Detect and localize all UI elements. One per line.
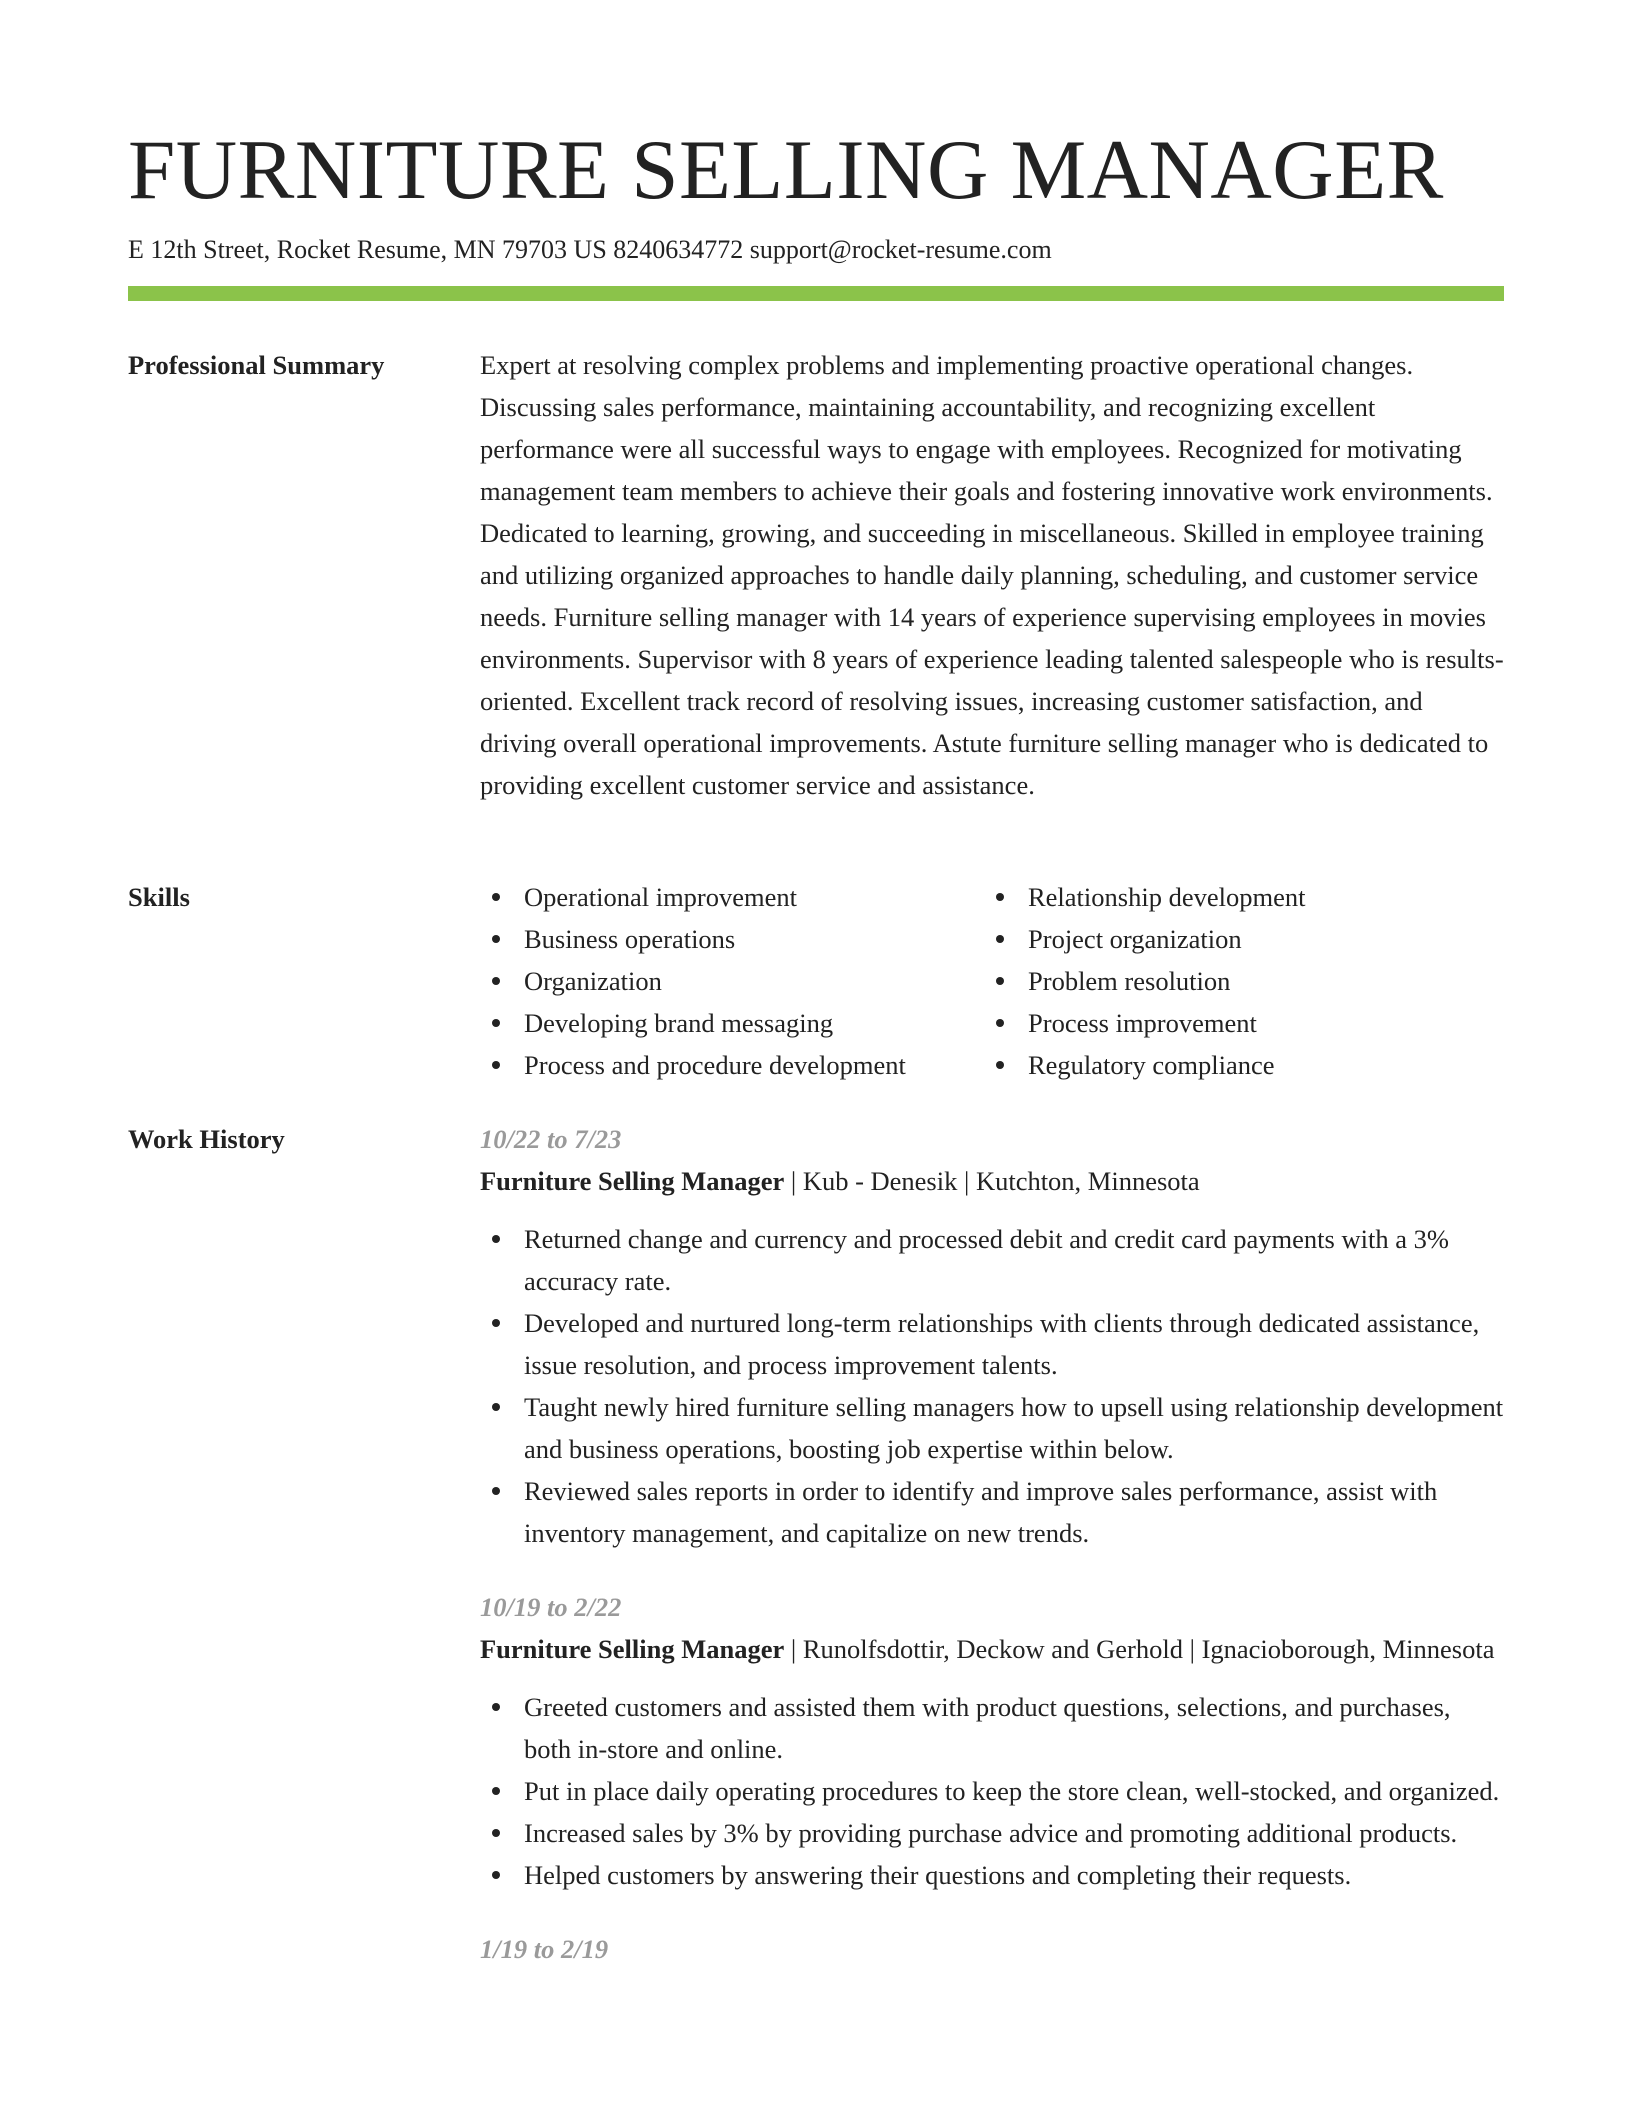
job-location: Kutchton, Minnesota (975, 1166, 1200, 1196)
job-company: Runolfsdottir, Deckow and Gerhold (802, 1634, 1183, 1664)
job-bullet (480, 1770, 1504, 1812)
bullet-icon (492, 1487, 500, 1495)
job-bullets (480, 1218, 1504, 1554)
skill-item (984, 1002, 1488, 1044)
summary-text: Expert at resolving complex problems and implementing proactive operational changes. Discussing sales performance, maintaining accountability, and recognizing excellent performance were all successful ways to engage with employees. Recognized for motivating management team members to achieve their goals and fostering innovative work environments. Dedicated to learning, growing, and succeeding in miscellaneous. Skilled in employee training and utilizing organized approaches to handle daily planning, scheduling, and customer service needs. Furniture selling manager with 14 years of experience supervising employees in movies environments. Supervisor with 8 years of experience leading talented salespeople who is results-oriented. Excellent track record of resolving issues, increasing customer satisfaction, and driving overall operational improvements. Astute furniture selling manager who is dedicated to providing excellent customer service and assistance. (480, 350, 1504, 800)
skill-label: Process improvement (1028, 1008, 1257, 1038)
job-entry (480, 1118, 1504, 1554)
bullet-icon (996, 1061, 1004, 1069)
skills-column-left (480, 876, 984, 1086)
bullet-icon (492, 1061, 500, 1069)
job-bullet-text: Increased sales by 3% by providing purchase advice and promoting additional products. (524, 1818, 1458, 1848)
bullet-icon (492, 935, 500, 943)
job-bullet (480, 1854, 1504, 1896)
job-separator: | (957, 1166, 976, 1196)
work-history-body (480, 1118, 1504, 2002)
bullet-icon (492, 1787, 500, 1795)
summary-heading: Professional Summary (128, 350, 385, 380)
skill-item (480, 960, 984, 1002)
bullet-icon (492, 893, 500, 901)
skill-label: Operational improvement (524, 882, 798, 912)
job-bullet (480, 1470, 1504, 1554)
bullet-icon (996, 935, 1004, 943)
job-title: Furniture Selling Manager (480, 1634, 785, 1664)
job-bullet-text: Taught newly hired furniture selling managers how to upsell using relationship development and business operations, boosting job expertise within below. (524, 1392, 1504, 1464)
bullet-icon (492, 1703, 500, 1711)
job-bullet-text: Returned change and currency and processed debit and credit card payments with a 3% accuracy rate. (524, 1224, 1449, 1296)
bullet-icon (492, 1019, 500, 1027)
job-location: Ignacioborough, Minnesota (1201, 1634, 1495, 1664)
skill-label: Organization (524, 966, 662, 996)
job-separator: | (784, 1166, 803, 1196)
skill-label: Developing brand messaging (524, 1008, 834, 1038)
job-company: Kub - Denesik (802, 1166, 958, 1196)
skill-label: Relationship development (1028, 882, 1306, 912)
bullet-icon (492, 1403, 500, 1411)
skills-grid (480, 876, 1504, 1086)
job-bullet-text: Reviewed sales reports in order to identify and improve sales performance, assist with inventory management, and capitalize on new trends. (524, 1476, 1438, 1548)
job-separator: | (1183, 1634, 1202, 1664)
skill-item (480, 1044, 984, 1086)
job-dates: 10/22 to 7/23 (480, 1124, 622, 1154)
job-heading (480, 1160, 1504, 1202)
job-entry (480, 1586, 1504, 1896)
job-title: Furniture Selling Manager (480, 1166, 785, 1196)
job-entry (480, 1928, 1504, 1970)
skill-label: Regulatory compliance (1028, 1050, 1275, 1080)
job-bullets (480, 1686, 1504, 1896)
job-dates: 1/19 to 2/19 (480, 1934, 609, 1964)
job-bullet (480, 1686, 1504, 1770)
skills-column-right (984, 876, 1488, 1086)
job-bullet-text: Developed and nurtured long-term relationships with clients through dedicated assistance, issue resolution, and process improvement talents. (524, 1308, 1480, 1380)
skill-item (984, 1044, 1488, 1086)
job-separator: | (784, 1634, 803, 1664)
skill-label: Problem resolution (1028, 966, 1231, 996)
header-divider (128, 286, 1504, 301)
bullet-icon (492, 1871, 500, 1879)
skill-item (984, 876, 1488, 918)
job-bullet (480, 1812, 1504, 1854)
job-bullet-text: Put in place daily operating procedures to keep the store clean, well-stocked, and organized. (524, 1776, 1500, 1806)
job-heading (480, 1628, 1504, 1670)
job-bullet (480, 1218, 1504, 1302)
job-bullet (480, 1386, 1504, 1470)
job-bullet (480, 1302, 1504, 1386)
skill-label: Process and procedure development (524, 1050, 906, 1080)
skills-heading: Skills (128, 882, 190, 912)
bullet-icon (996, 893, 1004, 901)
skill-item (480, 1002, 984, 1044)
bullet-icon (996, 977, 1004, 985)
contact-line: E 12th Street, Rocket Resume, MN 79703 US 8240634772 support@rocket-resume.com (128, 235, 1052, 264)
job-bullet-text: Helped customers by answering their questions and completing their requests. (524, 1860, 1352, 1890)
bullet-icon (492, 1319, 500, 1327)
skill-item (480, 876, 984, 918)
skill-label: Business operations (524, 924, 736, 954)
skill-item (984, 918, 1488, 960)
job-bullet-text: Greeted customers and assisted them with product questions, selections, and purchases, both in-store and online. (524, 1692, 1451, 1764)
skills-body (480, 876, 1504, 1086)
resume-name: FURNITURE SELLING MANAGER (128, 123, 1444, 217)
bullet-icon (492, 977, 500, 985)
job-dates: 10/19 to 2/22 (480, 1592, 622, 1622)
skill-item (480, 918, 984, 960)
summary-body (480, 344, 1504, 806)
bullet-icon (492, 1829, 500, 1837)
skill-item (984, 960, 1488, 1002)
bullet-icon (492, 1235, 500, 1243)
skill-label: Project organization (1028, 924, 1242, 954)
work-history-heading: Work History (128, 1124, 285, 1154)
bullet-icon (996, 1019, 1004, 1027)
